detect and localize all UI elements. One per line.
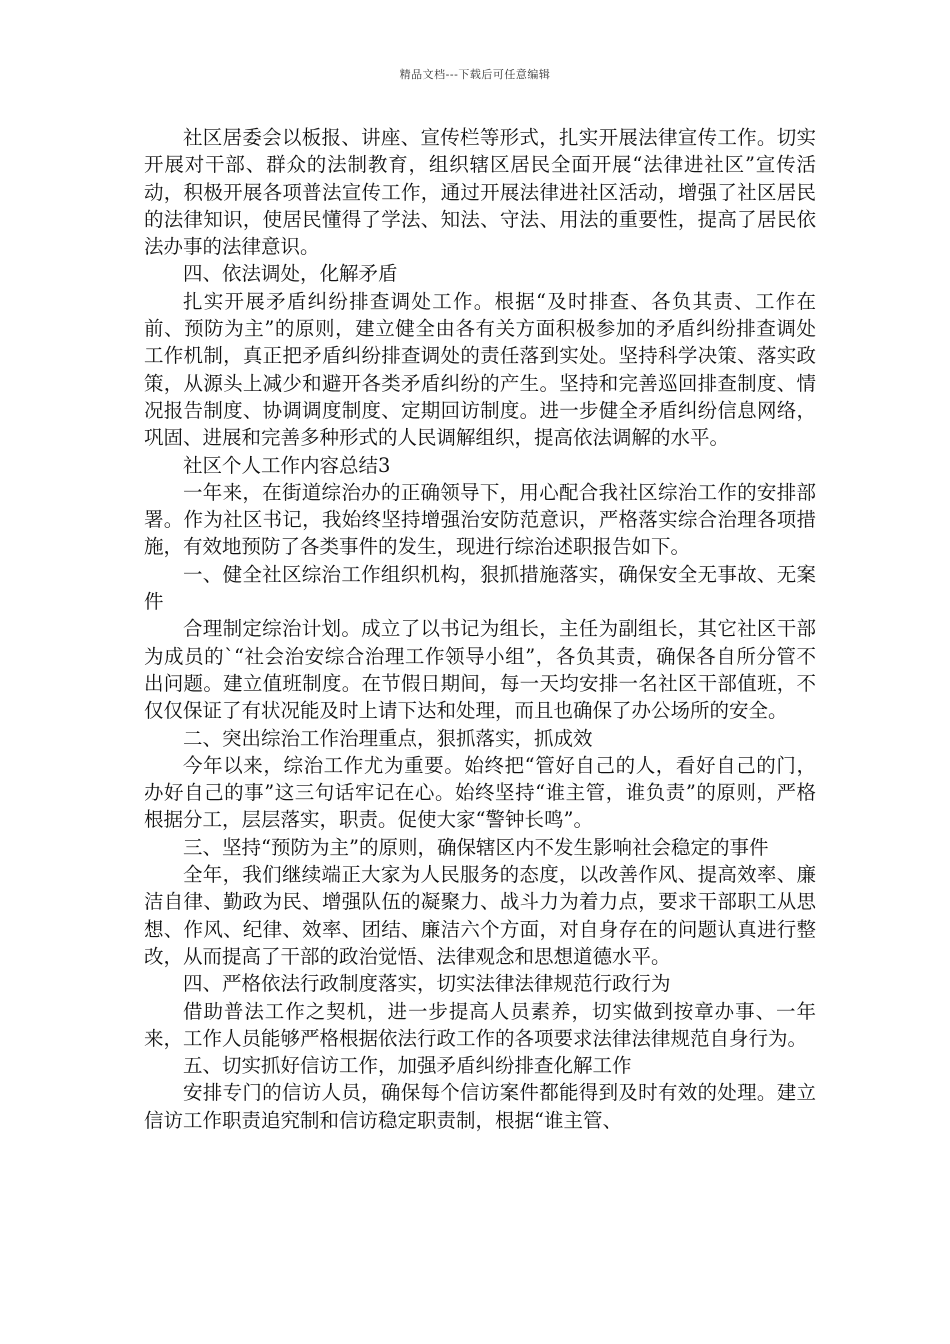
paragraph-year-intro: 一年来，在街道综治办的正确领导下，用心配合我社区综治工作的安排部署。作为社区书记，我始终坚持增强治安防范意识，严格落实综合治理各项措施，有效地预防了各类事件的发生，现进行综治述职报告如下。: [144, 480, 816, 559]
paragraph-full-year: 全年，我们继续端正大家为人民服务的态度，以改善作风、提高效率、廉洁自律、勤政为民、增强队伍的凝聚力、战斗力为着力点，要求干部职工从思想、作风、纪律、效率、团结、廉洁六个方面，对自身存在的问题认真进行整改，从而提高了干部的政治觉悟、法律观念和思想道德水平。: [144, 863, 816, 968]
heading-mediation: 四、依法调处，化解矛盾: [183, 262, 398, 286]
paragraph-legal-publicity: 社区居委会以板报、讲座、宣传栏等形式，扎实开展法律宣传工作。切实开展对干部、群众的法制教育，组织辖区居民全面开展“法律进社区”宣传活动，积极开展各项普法宣传工作，通过开展法律进社区活动，增强了社区居民的法律知识，使居民懂得了学法、知法、守法、用法的重要性，提高了居民依法办事的法律意识。: [144, 126, 816, 259]
paragraph-this-year: 今年以来，综治工作尤为重要。始终把“管好自己的人，看好自己的门，办好自己的事”这三句话牢记在心。始终坚持“谁主管，谁负责”的原则，严格根据分工，层层落实，职责。促使大家“警钟长鸣”。: [144, 753, 816, 832]
heading-summary-3: 社区个人工作内容总结3: [183, 453, 391, 477]
heading-key-points: 二、突出综治工作治理重点，狠抓落实，抓成效: [183, 726, 593, 750]
paragraph-petition-staff: 安排专门的信访人员，确保每个信访案件都能得到及时有效的处理。建立信访工作职责追究制和信访稳定职责制，根据“谁主管、: [144, 1081, 816, 1132]
paragraph-plan: 合理制定综治计划。成立了以书记为组长，主任为副组长，其它社区干部为成员的`“社会治安综合治理工作领导小组”，各负其责，确保各自所分管不出问题。建立值班制度。在节假日期间，每一天均安排一名社区干部值班，不仅仅保证了有状况能及时上请下达和处理，而且也确保了办公场所的安全。: [144, 617, 816, 723]
heading-petition: 五、切实抓好信访工作，加强矛盾纠纷排查化解工作: [183, 1054, 632, 1078]
heading-prevention: 三、坚持“预防为主”的原则，确保辖区内不发生影响社会稳定的事件: [183, 835, 769, 859]
heading-administration: 四、严格依法行政制度落实，切实法律法律规范行政行为: [183, 972, 671, 996]
paragraph-legal-education: 借助普法工作之契机，进一步提高人员素养，切实做到按章办事、一年来，工作人员能够严格根据依法行政工作的各项要求法律法律规范自身行为。: [144, 999, 816, 1050]
document-body: [144, 124, 816, 1134]
heading-organization: 一、健全社区综治工作组织机构，狠抓措施落实，确保安全无事故、无案件: [144, 562, 816, 614]
page-header: 精品文档---下载后可任意编辑: [399, 68, 551, 81]
paragraph-dispute-investigation: 扎实开展矛盾纠纷排查调处工作。根据“及时排查、各负其责、工作在前、预防为主”的原则，建立健全由各有关方面积极参加的矛盾纠纷排查调处工作机制，真正把矛盾纠纷排查调处的责任落到实处。坚持科学决策、落实政策，从源头上减少和避开各类矛盾纠纷的产生。坚持和完善巡回排查制度、情况报告制度、协调调度制度、定期回访制度。进一步健全矛盾纠纷信息网络，巩固、进展和完善多种形式的人民调解组织，提高依法调解的水平。: [144, 289, 816, 450]
